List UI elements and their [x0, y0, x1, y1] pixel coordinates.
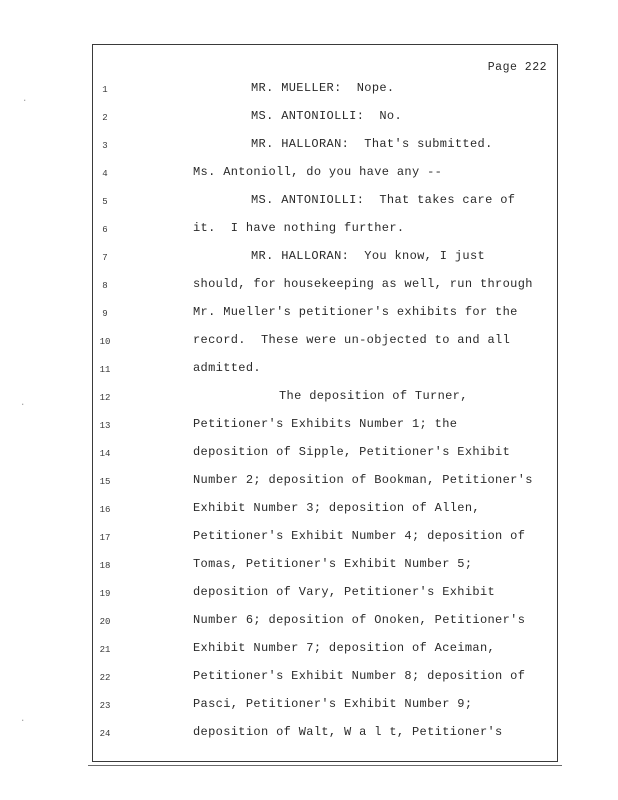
scan-speck: ·: [20, 716, 26, 726]
line-text: Exhibit Number 3; deposition of Allen,: [193, 501, 480, 515]
line-number: 23: [99, 701, 111, 711]
line-number: 15: [99, 477, 111, 487]
line-number: 2: [102, 113, 108, 123]
line-number: 6: [102, 225, 108, 235]
line-text: The deposition of Turner,: [279, 389, 468, 403]
line-text: Ms. Antonioll, do you have any --: [193, 165, 443, 179]
transcript-line: [93, 165, 557, 185]
line-text: deposition of Vary, Petitioner's Exhibit: [193, 585, 496, 599]
transcript-line: [93, 557, 557, 577]
line-number: 12: [99, 393, 111, 403]
line-number: 20: [99, 617, 111, 627]
scan-speck: ·: [20, 400, 26, 410]
line-text: record. These were un-objected to and all: [193, 333, 511, 347]
line-number: 11: [99, 365, 111, 375]
line-text: Petitioner's Exhibits Number 1; the: [193, 417, 458, 431]
transcript-line: [93, 389, 557, 409]
transcript-line: [93, 277, 557, 297]
line-text: MR. MUELLER: Nope.: [251, 81, 395, 95]
line-number: 3: [102, 141, 108, 151]
line-text: Number 2; deposition of Bookman, Petitioner's: [193, 473, 533, 487]
transcript-line: [93, 221, 557, 241]
line-number: 7: [102, 253, 108, 263]
line-text: MS. ANTONIOLLI: No.: [251, 109, 403, 123]
line-number: 14: [99, 449, 111, 459]
transcript-line: [93, 333, 557, 353]
transcript-line: [93, 193, 557, 213]
line-number: 18: [99, 561, 111, 571]
line-text: Mr. Mueller's petitioner's exhibits for the: [193, 305, 518, 319]
line-number: 21: [99, 645, 111, 655]
line-text: it. I have nothing further.: [193, 221, 405, 235]
transcript-line: [93, 585, 557, 605]
transcript-line: [93, 725, 557, 745]
line-number: 13: [99, 421, 111, 431]
line-text: admitted.: [193, 361, 261, 375]
transcript-line: [93, 669, 557, 689]
transcript-line: [93, 501, 557, 521]
line-text: MR. HALLORAN: That's submitted.: [251, 137, 493, 151]
line-number: 4: [102, 169, 108, 179]
transcript-line: [93, 109, 557, 129]
transcript-line: [93, 305, 557, 325]
line-number: 8: [102, 281, 108, 291]
line-text: Petitioner's Exhibit Number 8; deposition of: [193, 669, 526, 683]
line-text: Exhibit Number 7; deposition of Aceiman,: [193, 641, 496, 655]
line-number: 10: [99, 337, 111, 347]
transcript-line: [93, 137, 557, 157]
transcript-line: [93, 613, 557, 633]
line-number: 16: [99, 505, 111, 515]
line-text: deposition of Sipple, Petitioner's Exhibit: [193, 445, 511, 459]
line-text: MR. HALLORAN: You know, I just: [251, 249, 486, 263]
page-number: Page 222: [487, 61, 547, 74]
line-number: 5: [102, 197, 108, 207]
line-text: Number 6; deposition of Onoken, Petitioner's: [193, 613, 526, 627]
transcript-line: [93, 473, 557, 493]
line-text: MS. ANTONIOLLI: That takes care of: [251, 193, 516, 207]
transcript-line: [93, 81, 557, 101]
transcript-line: [93, 445, 557, 465]
transcript-line: [93, 361, 557, 381]
scan-speck: ·: [22, 96, 28, 106]
line-text: deposition of Walt, W a l t, Petitioner's: [193, 725, 503, 739]
page-frame: [92, 44, 558, 762]
line-number: 19: [99, 589, 111, 599]
line-number: 22: [99, 673, 111, 683]
transcript-line: [93, 529, 557, 549]
line-number: 9: [102, 309, 108, 319]
transcript-line: [93, 641, 557, 661]
transcript-line: [93, 697, 557, 717]
line-number: 17: [99, 533, 111, 543]
line-text: Pasci, Petitioner's Exhibit Number 9;: [193, 697, 473, 711]
line-text: should, for housekeeping as well, run through: [193, 277, 533, 291]
line-text: Petitioner's Exhibit Number 4; deposition of: [193, 529, 526, 543]
line-number: 1: [102, 85, 108, 95]
bottom-rule: [88, 765, 562, 766]
transcript-line: [93, 417, 557, 437]
transcript-line: [93, 249, 557, 269]
line-text: Tomas, Petitioner's Exhibit Number 5;: [193, 557, 473, 571]
line-number: 24: [99, 729, 111, 739]
